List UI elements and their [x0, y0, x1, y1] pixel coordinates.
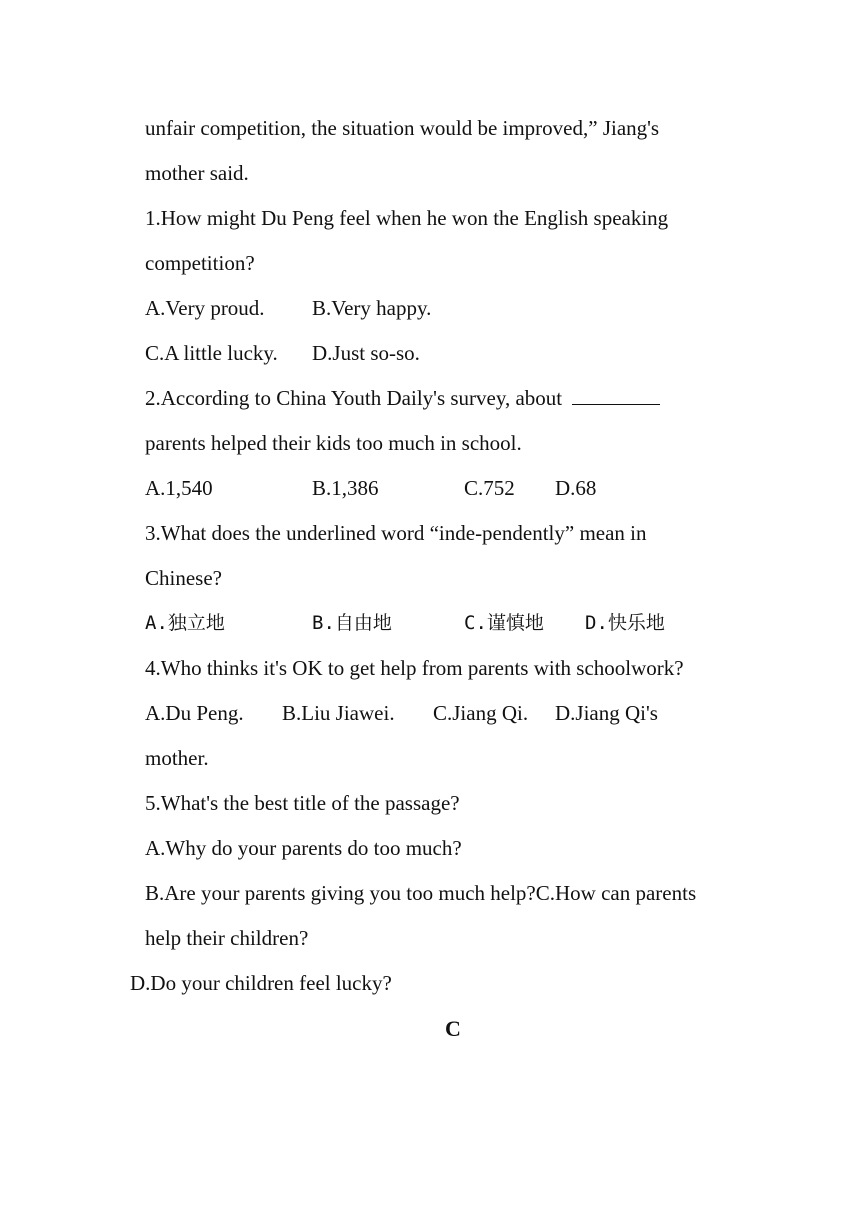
question-2-option-b: B.1,386 [312, 476, 379, 500]
question-1-option-d: D.Just so-so. [312, 341, 420, 365]
question-5-option-c-cont: help their children? [145, 926, 309, 950]
section-heading: C [445, 1016, 461, 1041]
question-3-option-a: A.独立地 [145, 612, 225, 634]
question-3-option-c: C.谨慎地 [464, 612, 544, 634]
question-5-option-b-c: B.Are your parents giving you too much help?C.How can parents [145, 881, 697, 905]
question-4-option-a: A.Du Peng. [145, 701, 244, 725]
question-4-option-d: D.Jiang Qi's [555, 701, 658, 725]
question-5-option-d: D.Do your children feel lucky? [130, 971, 392, 995]
question-1-stem: 1.How might Du Peng feel when he won the English speaking [145, 206, 669, 230]
question-4-stem: 4.Who thinks it's OK to get help from parents with schoolwork? [145, 656, 684, 680]
question-2-stem-text: 2.According to China Youth Daily's survey, about [145, 386, 563, 410]
passage-text-line: mother said. [145, 161, 249, 185]
passage-text-line: unfair competition, the situation would be improved,” Jiang's [145, 116, 660, 140]
question-4-option-d-cont: mother. [145, 746, 209, 770]
question-1-stem-cont: competition? [145, 251, 255, 275]
answer-blank [572, 388, 660, 405]
question-3-option-d: D.快乐地 [585, 612, 665, 634]
question-2-option-a: A.1,540 [145, 476, 213, 500]
question-3-option-b: B.自由地 [312, 612, 392, 634]
question-2-option-c: C.752 [464, 476, 515, 500]
question-3-stem: 3.What does the underlined word “inde-pendently” mean in [145, 521, 647, 545]
question-3-stem-cont: Chinese? [145, 566, 222, 590]
question-5-stem: 5.What's the best title of the passage? [145, 791, 460, 815]
question-1-option-c: C.A little lucky. [145, 341, 278, 365]
question-4-option-b: B.Liu Jiawei. [282, 701, 395, 725]
question-5-option-a: A.Why do your parents do too much? [145, 836, 462, 860]
question-2-stem [145, 385, 660, 411]
question-1-option-a: A.Very proud. [145, 296, 265, 320]
question-2-stem-cont: parents helped their kids too much in school. [145, 431, 522, 455]
question-2-option-d: D.68 [555, 476, 597, 500]
question-1-option-b: B.Very happy. [312, 296, 432, 320]
question-4-option-c: C.Jiang Qi. [433, 701, 529, 725]
